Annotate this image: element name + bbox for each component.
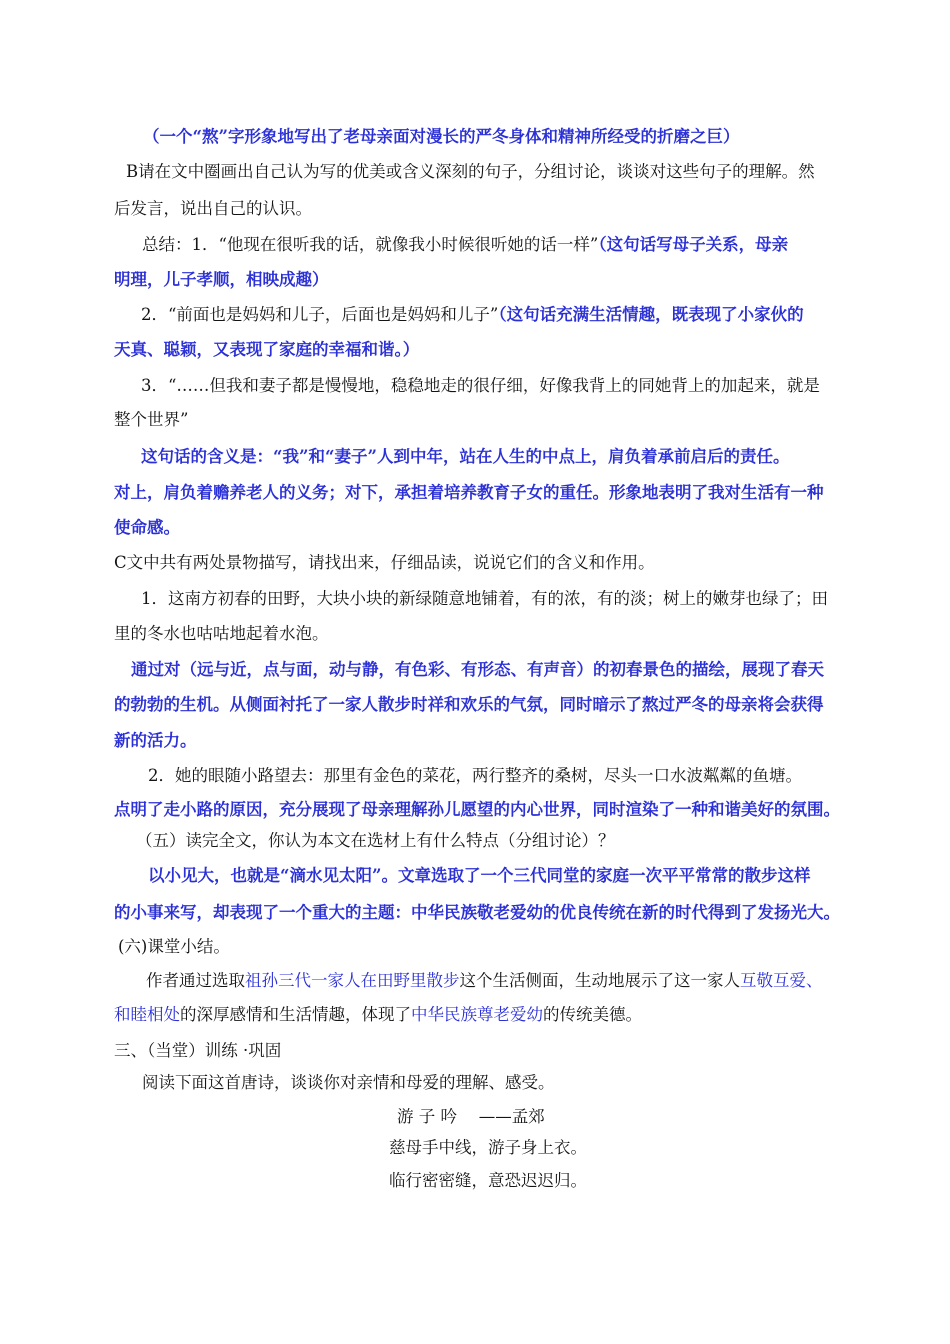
text-line: 1．这南方初春的田野，大块小块的新绿随意地铺着，有的浓，有的淡；树上的嫩芽也绿了；田 [141, 589, 828, 608]
text-line: 阅读下面这首唐诗，谈谈你对亲情和母爱的理解、感受。 [142, 1073, 555, 1092]
text-line: 使命感。 [114, 518, 180, 537]
text-line [0, 235, 950, 255]
text-line [0, 1005, 950, 1025]
text-run: 的传统美德。 [543, 1005, 642, 1024]
text-line: 新的活力。 [114, 731, 197, 750]
text-line: 通过对（远与近，点与面，动与静，有色彩、有形态、有声音）的初春景色的描绘，展现了春天 [131, 660, 824, 679]
text-line: 以小见大，也就是“滴水见太阳”。文章选取了一个三代同堂的家庭一次平平常常的散步这样 [148, 866, 811, 885]
text-line: 的小事来写，却表现了一个重大的主题：中华民族敬老爱幼的优良传统在新的时代得到了发扬光大。 [114, 903, 840, 922]
text-line: (六)课堂小结。 [118, 937, 230, 956]
text-line: 2．她的眼随小路望去：那里有金色的菜花，两行整齐的桑树，尽头一口水波粼粼的鱼塘。 [148, 766, 802, 785]
text-run: 中华民族尊老爱幼 [411, 1005, 543, 1024]
text-run: 和睦相处 [114, 1005, 180, 1024]
text-run: 的深厚感情和生活情趣，体现了 [180, 1005, 411, 1024]
text-line: 的勃勃的生机。从侧面衬托了一家人散步时祥和欢乐的气氛，同时暗示了熬过严冬的母亲将会获得 [114, 695, 824, 714]
text-line [0, 971, 950, 991]
text-line: 3．“……但我和妻子都是慢慢地，稳稳地走的很仔细，好像我背上的同她背上的加起来，就是 [141, 376, 820, 395]
text-run: 总结：1．“他现在很听我的话，就像我小时候很听她的话一样” [142, 235, 599, 254]
text-line: （一个“熬”字形象地写出了老母亲面对漫长的严冬身体和精神所经受的折磨之巨） [143, 127, 740, 146]
section-heading: 三、（当堂）训练 ·巩固 [114, 1041, 282, 1060]
text-line: 里的冬水也咕咕地起着水泡。 [114, 624, 329, 643]
text-line: 后发言，说出自己的认识。 [114, 199, 312, 218]
text-run: 祖孙三代一家人在田野里散步 [245, 971, 460, 990]
poem-line: 临行密密缝，意恐迟迟归。 [389, 1171, 587, 1190]
text-line: （五）读完全文，你认为本文在选材上有什么特点（分组讨论）？ [136, 831, 615, 850]
poem-title: 游 子 吟 ——孟郊 [397, 1107, 545, 1126]
text-line: C文中共有两处景物描写，请找出来，仔细品读，说说它们的含义和作用。 [114, 553, 655, 572]
text-line: 对上，肩负着赡养老人的义务；对下，承担着培养教育子女的重任。形象地表明了我对生活有一种 [114, 483, 824, 502]
text-line: 明理，儿子孝顺，相映成趣） [114, 270, 329, 289]
poem-line: 慈母手中线，游子身上衣。 [389, 1138, 587, 1157]
text-line: 天真、聪颖，又表现了家庭的幸福和谐。） [114, 340, 420, 359]
text-run: （这句话写母子关系，母亲 [598, 235, 789, 254]
text-run: （这句话充满生活情趣，既表现了小家伙的 [498, 305, 804, 324]
text-line: 整个世界” [114, 410, 189, 429]
text-line: 点明了走小路的原因，充分展现了母亲理解孙儿愿望的内心世界，同时渲染了一种和谐美好的氛围。 [114, 800, 840, 819]
text-run: 这个生活侧面，生动地展示了这一家人 [459, 971, 740, 990]
text-line: B请在文中圈画出自己认为写的优美或含义深刻的句子，分组讨论，谈谈对这些句子的理解。然 [126, 162, 815, 181]
text-run: 互敬互爱、 [740, 971, 823, 990]
text-line: 这句话的含义是：“我”和“妻子”人到中年，站在人生的中点上，肩负着承前启后的责任。 [141, 447, 790, 466]
text-line [0, 305, 950, 325]
text-run: 2．“前面也是妈妈和儿子，后面也是妈妈和儿子” [141, 305, 499, 324]
text-run: 作者通过选取 [146, 971, 245, 990]
